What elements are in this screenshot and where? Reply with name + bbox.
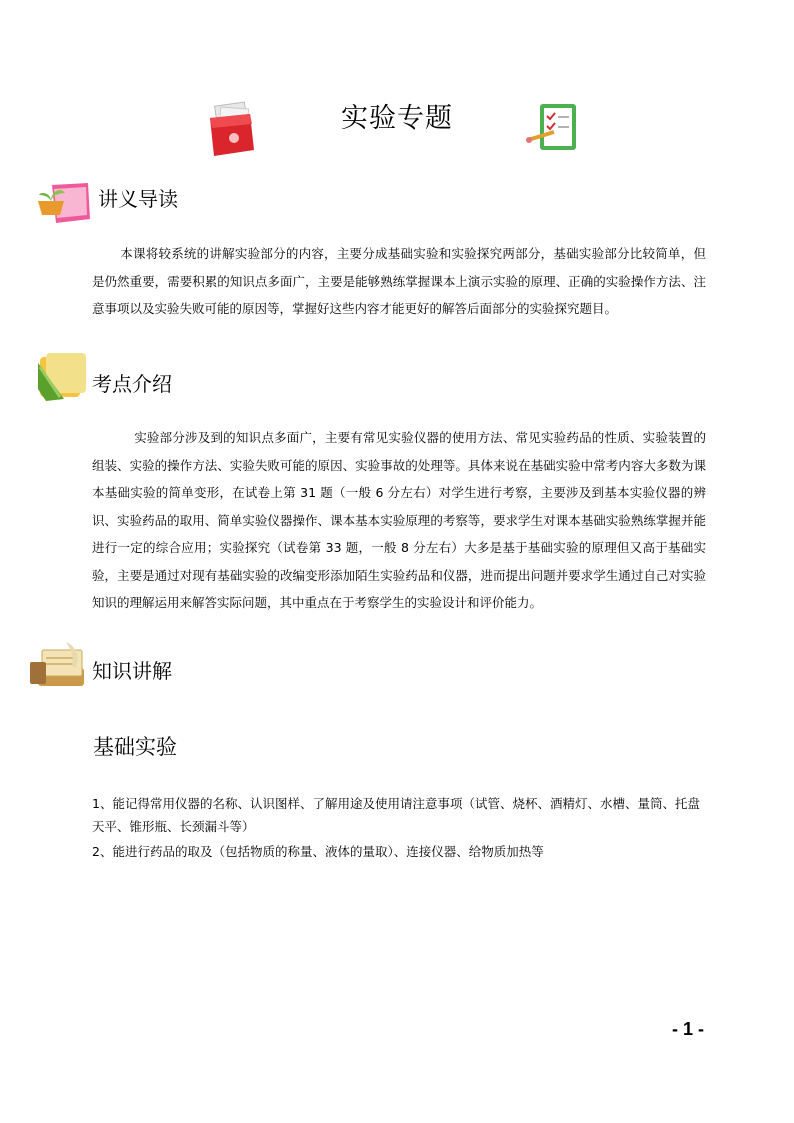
plant-book-icon xyxy=(32,175,94,229)
checklist-icon xyxy=(524,100,580,154)
list-item: 2、能进行药品的取及（包括物质的称量、液体的量取）、连接仪器、给物质加热等 xyxy=(92,844,544,859)
list-item: 1、能记得常用仪器的名称、认识图样、了解用途及使用请注意事项（试管、烧杯、酒精灯、水槽、量筒、托盘天平、锥形瓶、长颈漏斗等） xyxy=(92,796,700,834)
section-body-intro xyxy=(92,240,706,323)
scroll-quill-icon xyxy=(28,638,92,692)
page-number: - 1 - xyxy=(672,1019,705,1039)
page-title: 实验专题 xyxy=(341,103,453,134)
books-icon xyxy=(34,349,90,403)
subsection-heading: 基础实验 xyxy=(93,735,177,759)
section-heading-points: 考点介绍 xyxy=(92,372,172,396)
section-body-points xyxy=(92,424,706,617)
points-text: 实验部分涉及到的知识点多面广，主要有常见实验仪器的使用方法、常见实验药品的性质、实验装置的组装、实验的操作方法、实验失败可能的原因、实验事故的处理等。具体来说在基础实验中常考内容大多数为课本基础实验的简单变形，在试卷上第 31 题（一般 6 分左右）对学生进行考察，主要涉及到基本实验仪器的辨识、实验药品的取用、简单实验仪器操作、课本基本实验原理的考察等，要求学生对课本基础实验熟练掌握并能进行一定的综合应用；实验探究（试卷第 33 题，一般 8 分左右）大多是基于基础实验的原理但又高于基础实验，主要是通过对现有基础实验的改编变形添加陌生实验药品和仪器，进而提出问题并要求学生通过自己对实验知识的理解运用来解答实际问题，其中重点在于考察学生的实验设计和评价能力。 xyxy=(92,430,706,610)
intro-text: 本课将较系统的讲解实验部分的内容，主要分成基础实验和实验探究两部分，基础实验部分比较简单，但是仍然重要，需要积累的知识点多面广，主要是能够熟练掌握课本上演示实验的原理、正确的实验操作方法、注意事项以及实验失败可能的原因等，掌握好这些内容才能更好的解答后面部分的实验探究题目。 xyxy=(92,246,706,316)
section-heading-knowledge: 知识讲解 xyxy=(92,659,172,683)
section-heading-intro: 讲义导读 xyxy=(98,187,178,211)
